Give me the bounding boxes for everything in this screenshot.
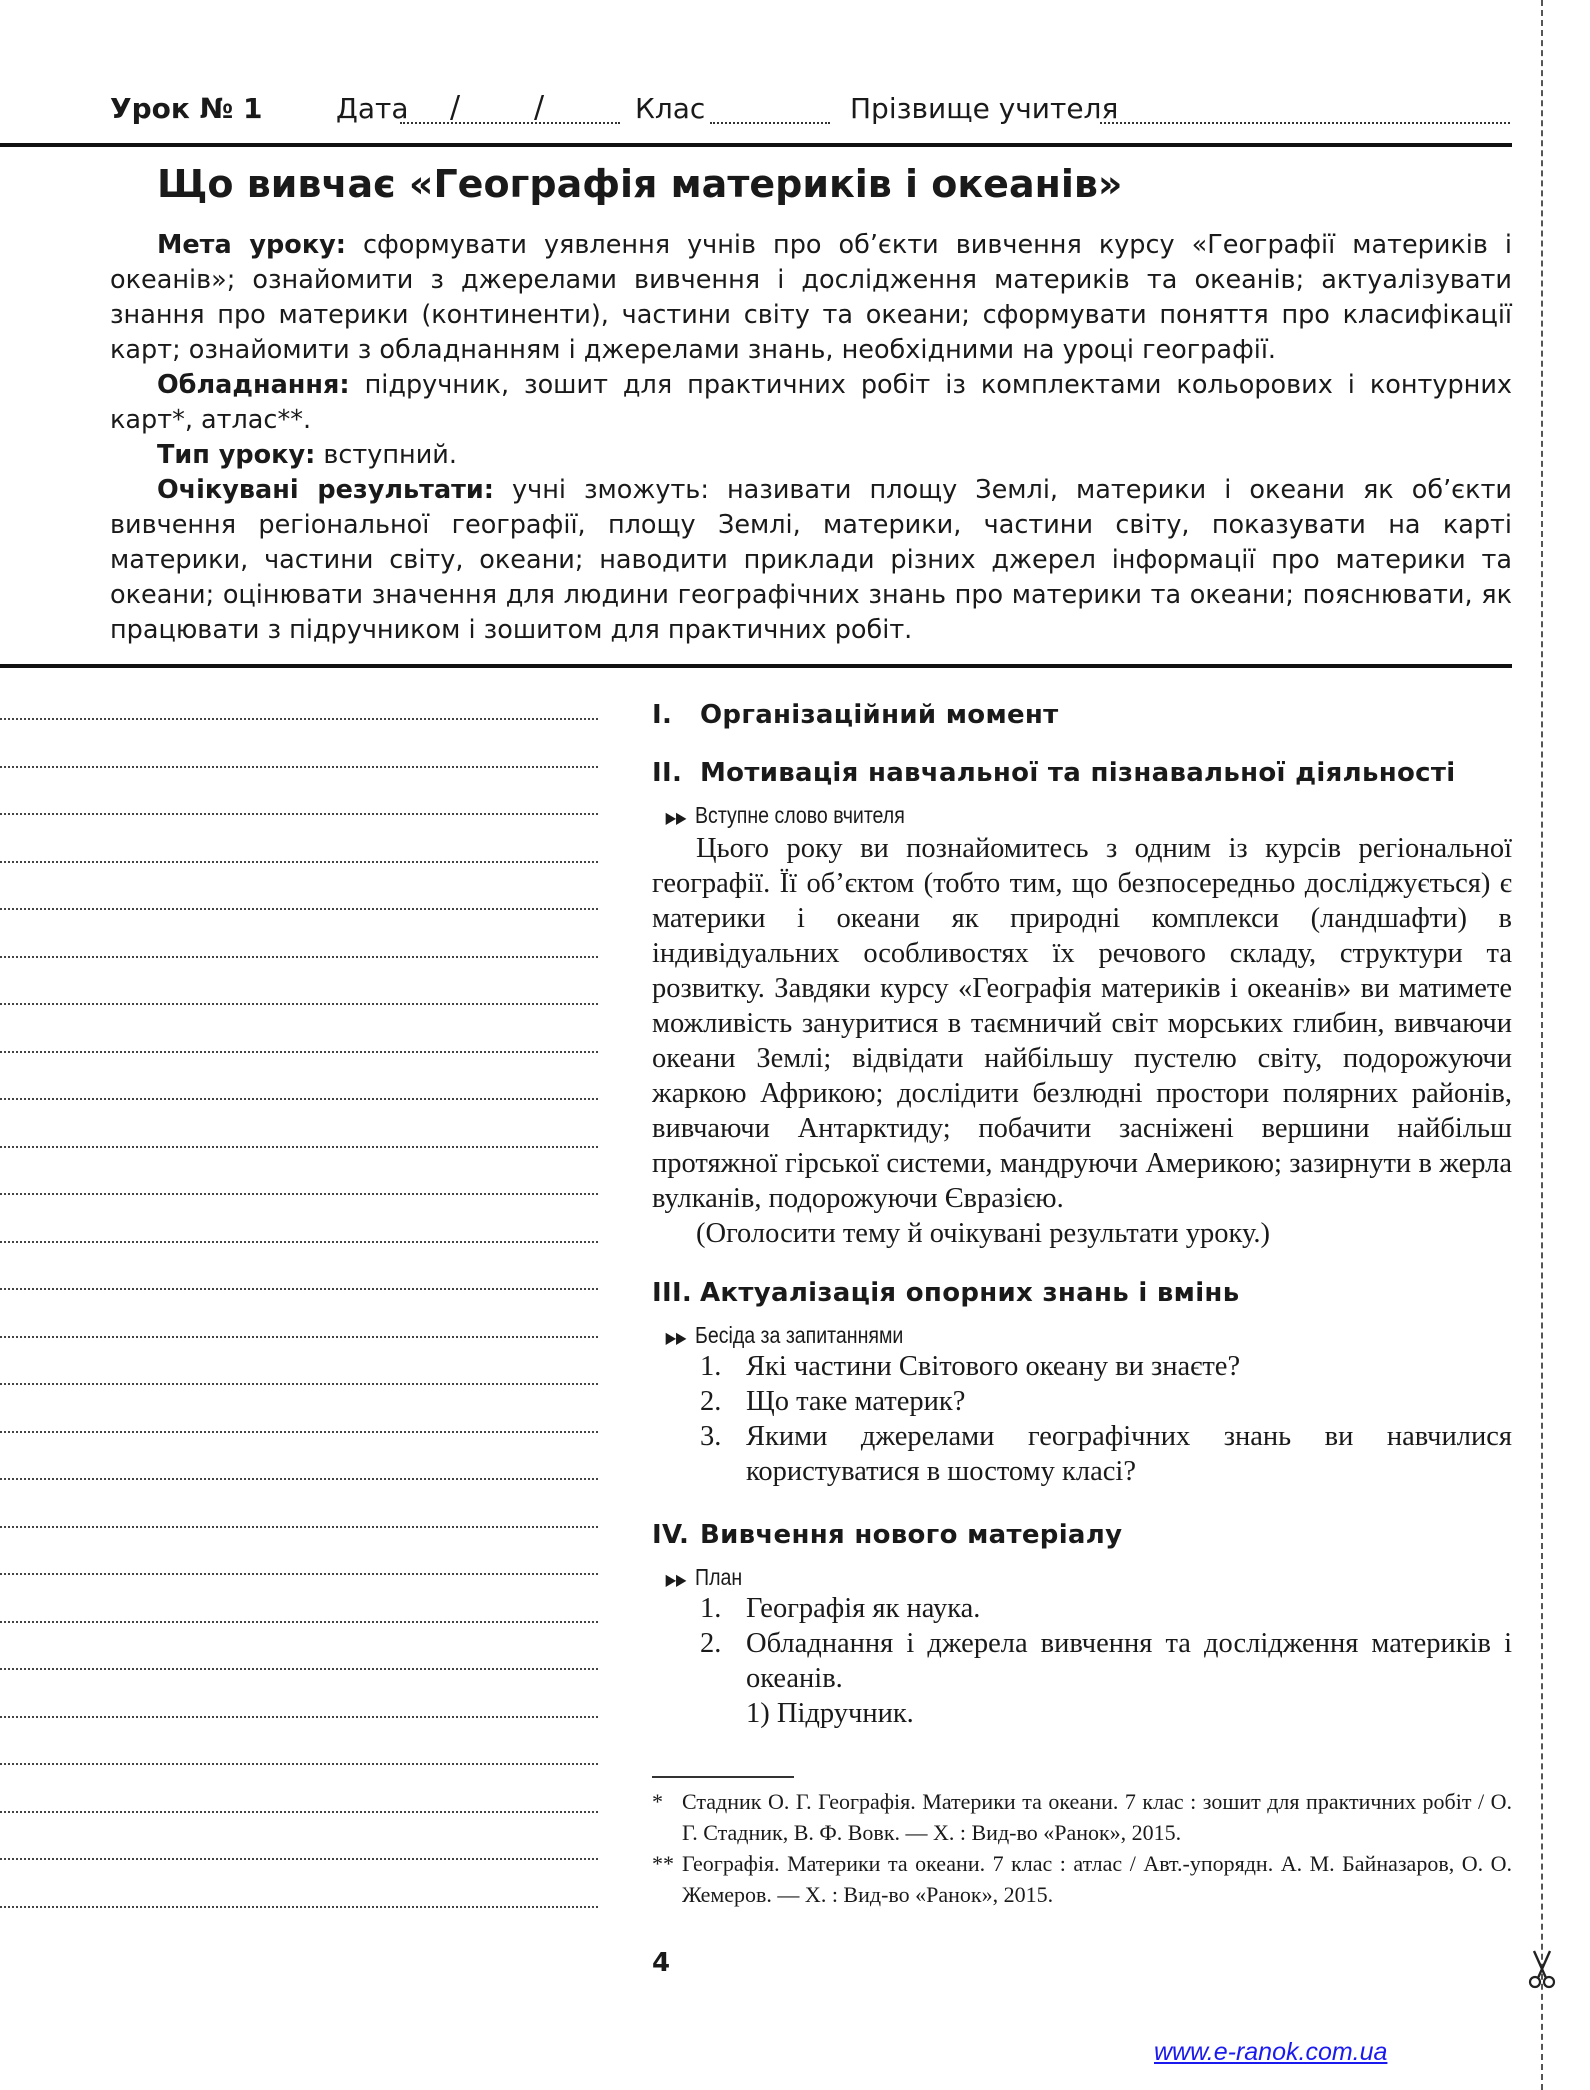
item-text: Що таке материк? <box>746 1386 966 1417</box>
section-number: III. <box>652 1278 693 1308</box>
section-heading <box>652 1278 1512 1308</box>
section-heading <box>652 700 1512 730</box>
note-line[interactable] <box>0 956 598 958</box>
header-rule <box>0 143 1512 147</box>
footnote <box>652 1848 1512 1910</box>
note-line[interactable] <box>0 1003 598 1005</box>
section-number: I. <box>652 700 673 730</box>
double-arrow-icon: ▶▶ <box>665 1572 687 1589</box>
equipment-paragraph <box>110 368 1512 438</box>
footnote <box>652 1786 1512 1848</box>
footnotes <box>652 1786 1512 1910</box>
item-number: 1. <box>700 1351 722 1382</box>
subheading-text: Бесіда за запитаннями <box>695 1322 904 1348</box>
note-line[interactable] <box>0 1431 598 1433</box>
item-number: 1. <box>700 1593 722 1624</box>
class-field[interactable] <box>710 122 830 124</box>
note-line[interactable] <box>0 1811 598 1813</box>
section-heading <box>652 1520 1512 1550</box>
list-item <box>652 1384 1512 1419</box>
item-text: Географія як наука. <box>746 1593 981 1624</box>
section-number: II. <box>652 758 683 788</box>
item-number: 3. <box>700 1421 722 1452</box>
section-2 <box>652 758 1512 1251</box>
note-line[interactable] <box>0 1383 598 1385</box>
scissors-icon <box>1528 1948 1556 1990</box>
subheading <box>652 1564 1383 1591</box>
speech-note: (Оголосити тему й очікувані результати уроку.) <box>696 1218 1271 1249</box>
lesson-intro <box>110 228 1512 648</box>
note-line[interactable] <box>0 1858 598 1860</box>
note-line[interactable] <box>0 1573 598 1575</box>
date-slash: / <box>534 90 545 125</box>
date-slash: / <box>450 90 461 125</box>
plan-list <box>652 1591 1512 1731</box>
note-line[interactable] <box>0 1906 598 1908</box>
site-link[interactable]: www.e-ranok.com.ua <box>1154 2038 1388 2066</box>
goal-text: сформувати уявлення учнів про об’єкти вивчення курсу «Географії материків і океанів»; ознайомити з джерелами вивчення і дослідження материків та океанів; актуалізувати знання про материки (континенти), частини світу та океани; сформувати поняття про класифікації карт; ознайомити з обладнанням і джерелами знань, необхідними на уроці географії. <box>110 230 1512 365</box>
list-item <box>652 1591 1512 1626</box>
section-heading <box>652 758 1512 788</box>
results-paragraph <box>110 473 1512 648</box>
footnote-mark: * <box>652 1789 663 1814</box>
note-line[interactable] <box>0 1526 598 1528</box>
type-text: вступний. <box>315 440 457 470</box>
section-number: IV. <box>652 1520 690 1550</box>
note-line[interactable] <box>0 908 598 910</box>
note-line[interactable] <box>0 1098 598 1100</box>
class-label: Клас <box>635 92 706 125</box>
footnote-separator <box>652 1776 794 1778</box>
note-line[interactable] <box>0 1763 598 1765</box>
note-line[interactable] <box>0 1241 598 1243</box>
note-line[interactable] <box>0 1051 598 1053</box>
section-3 <box>652 1278 1512 1489</box>
speech-text: Цього року ви познайомитесь з одним із курсів регіональної географії. Її об’єктом (тобто тим, що безпосередньо досліджується) є материки і океани як природні комплекси (ландшафти) в індивідуальних особливостях їх речового складу, структури та розвитку. Завдяки курсу «Географія материків і океанів» ви матимете можливість зануритися в таємничий світ морських глибин, вивчаючи океани Землі; відвідати найбільшу пустелю світу, подорожуючи жаркою Африкою; дослідити безлюдні простори полярних районів, вивчаючи Антарктиду; побачити засніжені вершини найбільш протяжної гірської системи, мандруючи Америкою; зазирнути в жерла вулканів, подорожуючи Євразією. <box>652 833 1512 1214</box>
teacher-field[interactable] <box>1100 122 1510 124</box>
goal-paragraph <box>110 228 1512 368</box>
subheading <box>652 802 1383 829</box>
type-label: Тип уроку: <box>157 440 316 470</box>
teacher-speech <box>652 831 1512 1251</box>
section-1 <box>652 700 1512 730</box>
goal-label: Мета уроку: <box>157 230 346 260</box>
page-number: 4 <box>652 1948 671 1978</box>
section-title: Вивчення нового матеріалу <box>700 1520 1123 1550</box>
results-label: Очікувані результати: <box>157 475 494 505</box>
date-field[interactable] <box>400 122 620 124</box>
item-number: 2. <box>700 1628 722 1659</box>
note-line[interactable] <box>0 766 598 768</box>
list-item <box>652 1349 1512 1384</box>
double-arrow-icon: ▶▶ <box>665 810 687 827</box>
subheading-text: План <box>695 1564 743 1590</box>
type-paragraph <box>110 438 1512 473</box>
lesson-number: Урок № 1 <box>110 92 263 125</box>
note-line[interactable] <box>0 1193 598 1195</box>
note-line[interactable] <box>0 1478 598 1480</box>
note-line[interactable] <box>0 813 598 815</box>
date-label: Дата <box>336 92 409 125</box>
note-line[interactable] <box>0 1336 598 1338</box>
lesson-header <box>110 92 1510 132</box>
section-title: Актуалізація опорних знань і вмінь <box>700 1278 1240 1308</box>
page-title: Що вивчає «Географія материків і океанів» <box>157 162 1123 206</box>
double-arrow-icon: ▶▶ <box>665 1330 687 1347</box>
item-number: 2. <box>700 1386 722 1417</box>
section-title: Мотивація навчальної та пізнавальної діяльності <box>700 758 1456 788</box>
equipment-text: підручник, зошит для практичних робіт із комплектами кольорових і контурних карт*, атлас**. <box>110 370 1512 435</box>
item-text: Обладнання і джерела вивчення та дослідження материків і океанів. <box>746 1628 1512 1694</box>
intro-rule <box>0 664 1512 668</box>
note-line[interactable] <box>0 1668 598 1670</box>
footnote-text: Стадник О. Г. Географія. Материки та океани. 7 клас : зошит для практичних робіт / О. Г. Стадник, В. Ф. Вовк. — Х. : Вид-во «Ранок», 2015. <box>682 1789 1512 1845</box>
note-line[interactable] <box>0 1288 598 1290</box>
note-line[interactable] <box>0 718 598 720</box>
footnote-mark: ** <box>652 1851 674 1876</box>
section-4 <box>652 1520 1512 1731</box>
results-text: учні зможуть: називати площу Землі, материки і океани як об’єкти вивчення регіональної географії, площу Землі, материки, частини світу, показувати на карті материки, частини світу, океани; наводити приклади різних джерел інформації про материки та океани; оцінювати значення для людини географічних знань про материки та океани; пояснювати, як працювати з підручником і зошитом для практичних робіт. <box>110 475 1512 645</box>
note-line[interactable] <box>0 1146 598 1148</box>
item-text: Якими джерелами географічних знань ви навчилися користуватися в шостому класі? <box>746 1421 1512 1487</box>
teacher-label: Прізвище учителя <box>850 92 1119 125</box>
question-list <box>652 1349 1512 1489</box>
subheading-text: Вступне слово вчителя <box>695 802 905 828</box>
cut-line <box>1541 0 1543 2090</box>
list-item <box>652 1419 1512 1489</box>
note-line[interactable] <box>0 861 598 863</box>
footnote-text: Географія. Материки та океани. 7 клас : атлас / Авт.-упорядн. А. М. Байназаров, О. О. Жемеров. — Х. : Вид-во «Ранок», 2015. <box>682 1851 1512 1907</box>
subheading <box>652 1322 1383 1349</box>
list-item <box>652 1626 1512 1696</box>
equipment-label: Обладнання: <box>157 370 350 400</box>
section-title: Організаційний момент <box>700 700 1059 730</box>
sub-item: 1) Підручник. <box>746 1698 914 1729</box>
item-text: Які частини Світового океану ви знаєте? <box>746 1351 1241 1382</box>
note-line[interactable] <box>0 1621 598 1623</box>
note-line[interactable] <box>0 1716 598 1718</box>
